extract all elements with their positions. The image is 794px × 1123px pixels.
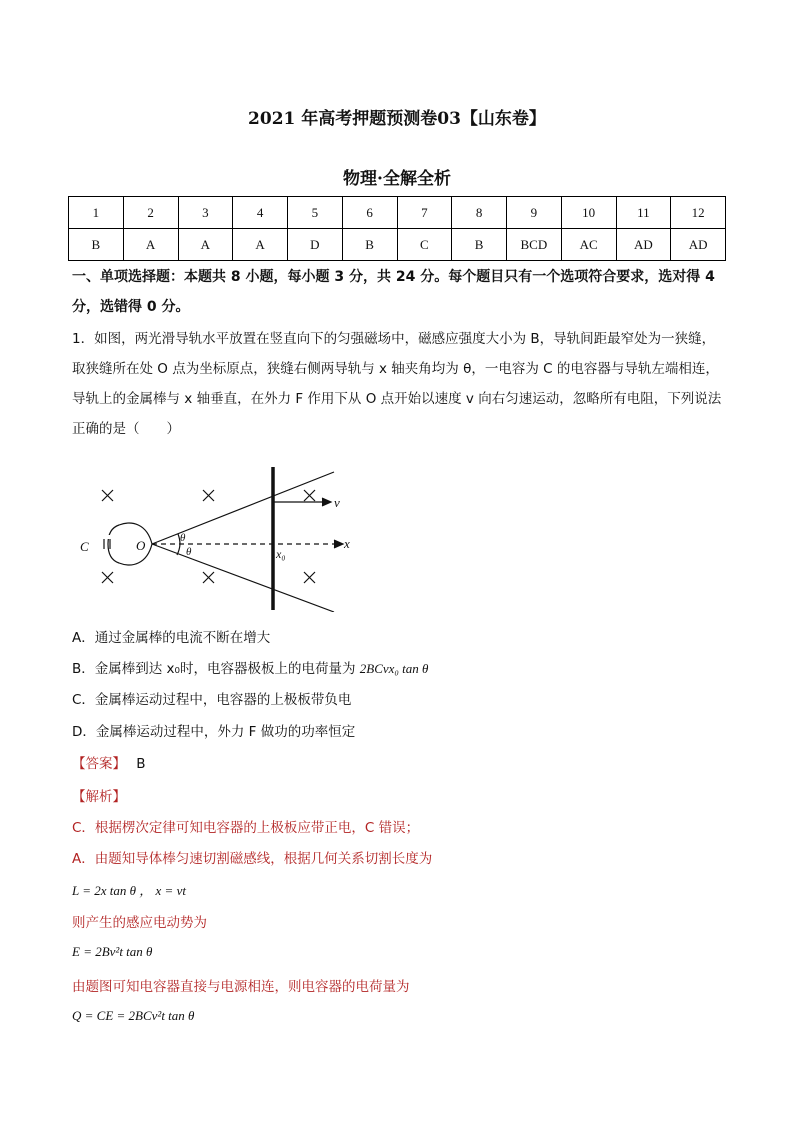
label-theta-lower: θ [186, 546, 192, 558]
answer-line [72, 752, 146, 772]
answer-table-answer-cell: AD [616, 229, 671, 261]
analysis-label: 【解析】 [72, 789, 126, 805]
velocity-arrow-icon [322, 498, 331, 506]
answer-value: B [136, 756, 146, 772]
option-b [72, 657, 428, 677]
answer-table-answer-cell: A [178, 229, 233, 261]
field-cross-icon [203, 490, 214, 501]
label-theta-upper: θ [180, 532, 186, 544]
field-cross-icon [203, 572, 214, 583]
answer-table-answer-cell: B [69, 229, 124, 261]
analysis-line-1: C．根据楞次定律可知电容器的上极板应带正电，C 错误； [72, 820, 420, 836]
answer-table-number-cell: 11 [616, 197, 671, 229]
answer-table-answer-cell: AC [561, 229, 616, 261]
field-cross-icon [102, 572, 113, 583]
analysis-line-2: A．由题知导体棒匀速切割磁感线，根据几何关系切割长度为 [72, 851, 433, 867]
section-heading: 一、单项选择题：本题共 8 小题，每小题 3 分，共 24 分。每个题目只有一个选项符合要求，选对得 4 分，选错得 0 分。 [72, 269, 715, 315]
answer-table-number-cell: 8 [452, 197, 507, 229]
answer-table-answer-cell: A [233, 229, 288, 261]
answer-table-number-cell: 2 [123, 197, 178, 229]
analysis-equation-3: Q = CE = 2BCv²t tan θ [72, 1008, 195, 1023]
analysis-line-3: 则产生的感应电动势为 [72, 915, 207, 931]
page-subtitle: 物理·全解全析 [343, 169, 451, 189]
option-b-text: B．金属棒到达 x₀时，电容器极板上的电荷量为 [72, 661, 356, 677]
field-cross-icon [304, 490, 315, 501]
answer-table-answers-row [69, 229, 726, 261]
answer-table-number-cell: 6 [342, 197, 397, 229]
option-c: C．金属棒运动过程中，电容器的上极板带负电 [72, 692, 352, 708]
answer-table-numbers-row [69, 197, 726, 229]
x-axis-arrow-icon [334, 540, 343, 548]
option-d: D．金属棒运动过程中，外力 F 做功的功率恒定 [72, 724, 356, 740]
answer-table-number-cell: 3 [178, 197, 233, 229]
answer-table-number-cell: 1 [69, 197, 124, 229]
lower-rail [152, 544, 334, 612]
field-cross-icon [102, 490, 113, 501]
analysis-equation-1: L = 2x tan θ ， x = vt [72, 883, 186, 898]
page-title: 2021 年高考押题预测卷03【山东卷】 [248, 109, 546, 129]
option-b-expression: 2BCvx₀ tan θ [359, 661, 429, 676]
label-C: C [80, 539, 89, 554]
answer-table-number-cell: 5 [288, 197, 343, 229]
answer-table-answer-cell: B [452, 229, 507, 261]
label-v: v [334, 495, 340, 510]
answer-label: 【答案】 [72, 756, 126, 772]
answer-table-number-cell: 4 [233, 197, 288, 229]
answer-table-answer-cell: D [288, 229, 343, 261]
answer-table-number-cell: 9 [507, 197, 562, 229]
label-O: O [136, 538, 146, 553]
analysis-equation-2: E = 2Bv²t tan θ [72, 944, 153, 959]
answer-table-number-cell: 10 [561, 197, 616, 229]
answer-table-answer-cell: AD [671, 229, 726, 261]
question-stem: 1．如图，两光滑导轨水平放置在竖直向下的匀强磁场中，磁感应强度大小为 B，导轨间距最窄处为一狭缝，取狭缝所在处 O 点为坐标原点，狭缝右侧两导轨与 x 轴夹角均为 θ，一电容为 C 的电容器与导轨左端相连，导轨上的金属棒与 x 轴垂直，在外力 F 作用下从 O 点开始以速度 v 向右匀速运动，忽略所有电阻，下列说法正确的是（ ） [72, 331, 722, 437]
field-cross-icon [304, 572, 315, 583]
answer-table-number-cell: 12 [671, 197, 726, 229]
answer-table-answer-cell: BCD [507, 229, 562, 261]
analysis-line-4: 由题图可知电容器直接与电源相连，则电容器的电荷量为 [72, 979, 410, 995]
answer-table [68, 196, 726, 261]
label-x: x [344, 536, 350, 551]
option-a: A．通过金属棒的电流不断在增大 [72, 630, 271, 646]
answer-table-answer-cell: A [123, 229, 178, 261]
question-figure [72, 462, 372, 612]
answer-table-answer-cell: C [397, 229, 452, 261]
label-x0: x₀ [276, 547, 286, 561]
circuit-loop [108, 523, 152, 565]
answer-table-answer-cell: B [342, 229, 397, 261]
answer-table-number-cell: 7 [397, 197, 452, 229]
